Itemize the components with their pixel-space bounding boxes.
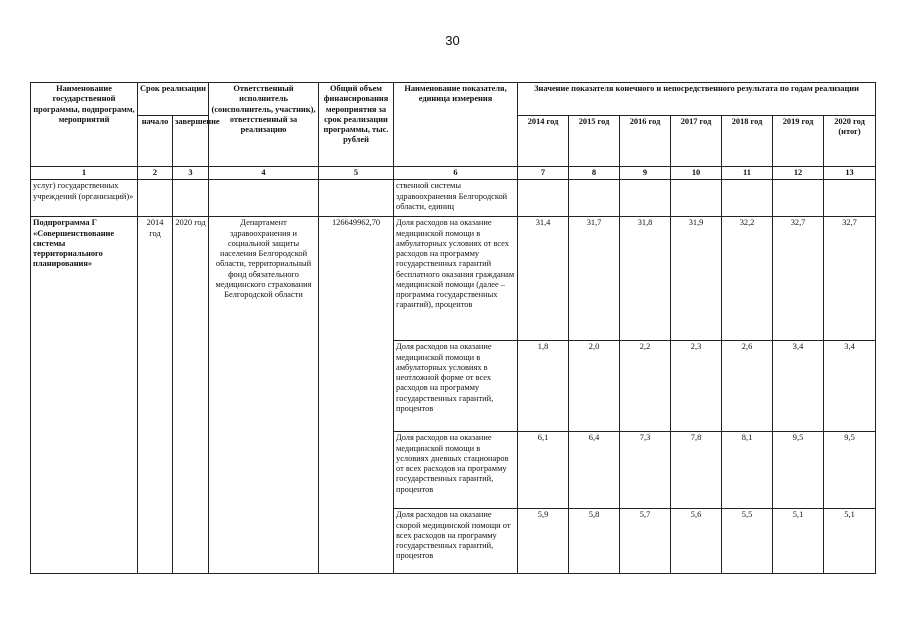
empty-cell [518, 180, 569, 217]
indicator-value: 6,4 [569, 432, 620, 509]
indicator-name: Доля расходов на оказание медицинской помощи в амбулаторных условиях в неотложной форме от всех расходов на программу государственных гарантий, процентов [394, 341, 518, 432]
column-number: 4 [209, 167, 319, 180]
header-term: Срок реализации [138, 83, 209, 116]
indicator-value: 2,2 [620, 341, 671, 432]
column-number: 5 [319, 167, 394, 180]
indicator-value: 5,9 [518, 509, 569, 574]
column-number: 1 [31, 167, 138, 180]
empty-cell [671, 180, 722, 217]
header-year: 2017 год [671, 116, 722, 167]
header-funding: Общий объем финансирования мероприятия за срок реализации программы, тыс. рублей [319, 83, 394, 167]
indicator-value: 8,1 [722, 432, 773, 509]
program-table [30, 82, 876, 574]
empty-cell [620, 180, 671, 217]
empty-cell [773, 180, 824, 217]
indicator-value: 2,0 [569, 341, 620, 432]
header-year: 2018 год [722, 116, 773, 167]
continuation-row [31, 180, 876, 217]
column-numbers-row [31, 167, 876, 180]
indicator-value: 6,1 [518, 432, 569, 509]
subprogram-responsible: Департамент здравоохранения и социальной защиты населения Белгородской области, территориальный фонд обязательного медицинского страхования Белгородской области [209, 217, 319, 574]
indicator-value: 31,8 [620, 217, 671, 341]
column-number: 10 [671, 167, 722, 180]
column-number: 7 [518, 167, 569, 180]
indicator-name: Доля расходов на оказание медицинской помощи в амбулаторных условиях от всех расходов на программу государственных гарантий бесплатного оказания гражданам медицинской помощи (далее – программа государственных гарантий), процентов [394, 217, 518, 341]
indicator-value: 7,3 [620, 432, 671, 509]
column-number: 3 [173, 167, 209, 180]
indicator-value: 1,8 [518, 341, 569, 432]
subprogram-end: 2020 год [173, 217, 209, 574]
indicator-value: 5,6 [671, 509, 722, 574]
page-number: 30 [445, 33, 460, 48]
indicator-value: 9,5 [824, 432, 876, 509]
indicator-value: 31,9 [671, 217, 722, 341]
column-number: 9 [620, 167, 671, 180]
indicator-value: 31,7 [569, 217, 620, 341]
header-year: 2014 год [518, 116, 569, 167]
indicator-value: 7,8 [671, 432, 722, 509]
indicator-value: 5,1 [773, 509, 824, 574]
header-term-end: завершение [173, 116, 209, 167]
header-responsible: Ответственный исполнитель (соисполнитель, участник), ответственный за реализацию [209, 83, 319, 167]
column-number: 12 [773, 167, 824, 180]
empty-cell [209, 180, 319, 217]
indicator-value: 2,6 [722, 341, 773, 432]
subprogram-start: 2014 год [138, 217, 173, 574]
indicator-value: 5,5 [722, 509, 773, 574]
empty-cell [319, 180, 394, 217]
continuation-program-cell: услуг) государственных учреждений (организаций)» [31, 180, 138, 217]
subprogram-funding: 126649962,70 [319, 217, 394, 574]
header-year: 2015 год [569, 116, 620, 167]
indicator-value: 31,4 [518, 217, 569, 341]
column-number: 8 [569, 167, 620, 180]
indicator-value: 2,3 [671, 341, 722, 432]
header-values-group: Значение показателя конечного и непосредственного результата по годам реализации [518, 83, 876, 116]
indicator-value: 32,7 [773, 217, 824, 341]
table-row [31, 217, 876, 341]
header-indicator: Наименование показателя, единица измерения [394, 83, 518, 167]
indicator-value: 5,8 [569, 509, 620, 574]
indicator-value: 32,2 [722, 217, 773, 341]
column-number: 11 [722, 167, 773, 180]
header-program-name: Наименование государственной программы, подпрограмм, мероприятий [31, 83, 138, 167]
indicator-value: 3,4 [773, 341, 824, 432]
continuation-indicator-cell: ственной системы здравоохранения Белгородской области, единиц [394, 180, 518, 217]
indicator-value: 32,7 [824, 217, 876, 341]
indicator-name: Доля расходов на оказание скорой медицинской помощи от всех расходов на программу государственных гарантий, процентов [394, 509, 518, 574]
indicator-value: 5,7 [620, 509, 671, 574]
header-year: 2019 год [773, 116, 824, 167]
header-year: 2020 год (итог) [824, 116, 876, 167]
indicator-value: 5,1 [824, 509, 876, 574]
empty-cell [138, 180, 173, 217]
header-year: 2016 год [620, 116, 671, 167]
empty-cell [824, 180, 876, 217]
column-number: 13 [824, 167, 876, 180]
indicator-name: Доля расходов на оказание медицинской помощи в условиях дневных стационаров от всех расходов на программу государственных гарантий, процентов [394, 432, 518, 509]
empty-cell [569, 180, 620, 217]
indicator-value: 3,4 [824, 341, 876, 432]
header-term-start: начало [138, 116, 173, 167]
indicator-value: 9,5 [773, 432, 824, 509]
empty-cell [722, 180, 773, 217]
subprogram-name: Подпрограмма Г «Совершенствование системы территориального планирования» [31, 217, 138, 574]
column-number: 2 [138, 167, 173, 180]
column-number: 6 [394, 167, 518, 180]
empty-cell [173, 180, 209, 217]
